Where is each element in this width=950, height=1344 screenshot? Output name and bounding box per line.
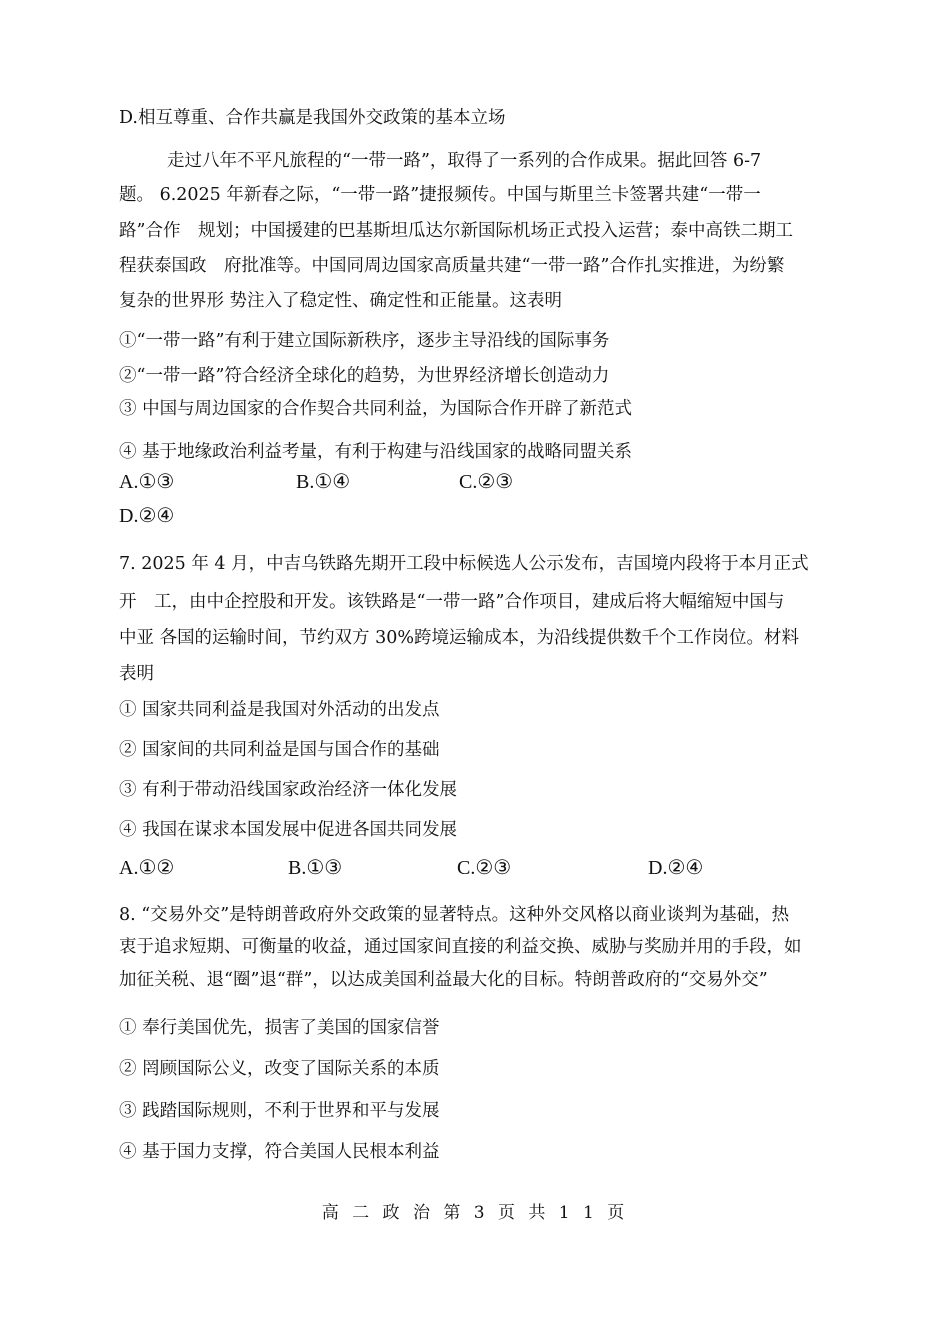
intro-6-7-line-2: 题。 6.2025 年新春之际，“一带一路”捷报频传。中国与斯里兰卡签署共建“一带一 [119, 185, 761, 205]
q6-stem-line-3: 复杂的世界形 势注入了稳定性、确定性和正能量。这表明 [119, 291, 563, 311]
q8-statement-1: ① 奉行美国优先，损害了美国的国家信誉 [119, 1018, 440, 1038]
q8-statement-3: ③ 践踏国际规则，不利于世界和平与发展 [119, 1101, 440, 1121]
q6-stem-line-1: 路”合作 规划；中国援建的巴基斯坦瓜达尔新国际机场正式投入运营；泰中高铁二期工 [119, 221, 793, 241]
q6-option-b: B.①④ [296, 471, 351, 493]
q6-statement-3: ③ 中国与周边国家的合作契合共同利益，为国际合作开辟了新范式 [119, 399, 633, 419]
q7-statement-4: ④ 我国在谋求本国发展中促进各国共同发展 [119, 820, 458, 840]
q6-option-c: C.②③ [459, 471, 514, 493]
q6-option-d: D.②④ [119, 505, 175, 527]
page-footer: 高 二 政 治 第 3 页 共 1 1 页 [321, 1203, 629, 1223]
q6-statement-4: ④ 基于地缘政治利益考量，有利于构建与沿线国家的战略同盟关系 [119, 442, 633, 462]
q7-statement-2: ② 国家间的共同利益是国与国合作的基础 [119, 740, 440, 760]
q7-option-c: C.②③ [457, 857, 512, 879]
q5-option-d: D.相互尊重、合作共赢是我国外交政策的基本立场 [119, 108, 506, 128]
q7-stem-line-3: 中亚 各国的运输时间，节约双方 30%跨境运输成本，为沿线提供数千个工作岗位。材料 [119, 628, 800, 648]
q6-option-a: A.①③ [119, 471, 175, 493]
q7-stem-line-2: 开 工，由中企控股和开发。该铁路是“一带一路”合作项目，建成后将大幅缩短中国与 [119, 592, 785, 612]
q8-statement-4: ④ 基于国力支撑，符合美国人民根本利益 [119, 1142, 440, 1162]
q6-statement-2: ②“一带一路”符合经济全球化的趋势，为世界经济增长创造动力 [119, 366, 610, 386]
q7-option-d: D.②④ [648, 857, 704, 879]
q8-stem-line-2: 衷于追求短期、可衡量的收益，通过国家间直接的利益交换、威胁与奖励并用的手段，如 [119, 937, 802, 957]
q6-statement-1: ①“一带一路”有利于建立国际新秩序，逐步主导沿线的国际事务 [119, 331, 610, 351]
q8-stem-line-1: 8. “交易外交”是特朗普政府外交政策的显著特点。这种外交风格以商业谈判为基础，热 [119, 905, 790, 925]
q7-statement-3: ③ 有利于带动沿线国家政治经济一体化发展 [119, 780, 458, 800]
q7-stem-line-1: 7. 2025 年 4 月，中吉乌铁路先期开工段中标候选人公示发布，吉国境内段将于本月正式 [119, 554, 809, 574]
q6-stem-line-2: 程获泰国政 府批准等。中国同周边国家高质量共建“一带一路”合作扎实推进，为纷繁 [119, 256, 785, 276]
q7-option-a: A.①② [119, 857, 175, 879]
q7-option-b: B.①③ [288, 857, 343, 879]
intro-6-7-line-1: 走过八年不平凡旅程的“一带一路”，取得了一系列的合作成果。据此回答 6-7 [167, 151, 762, 171]
q8-statement-2: ② 罔顾国际公义，改变了国际关系的本质 [119, 1059, 440, 1079]
q7-stem-line-4: 表明 [119, 664, 154, 684]
q7-statement-1: ① 国家共同利益是我国对外活动的出发点 [119, 700, 440, 720]
q8-stem-line-3: 加征关税、退“圈”退“群”，以达成美国利益最大化的目标。特朗普政府的“交易外交” [119, 970, 768, 990]
